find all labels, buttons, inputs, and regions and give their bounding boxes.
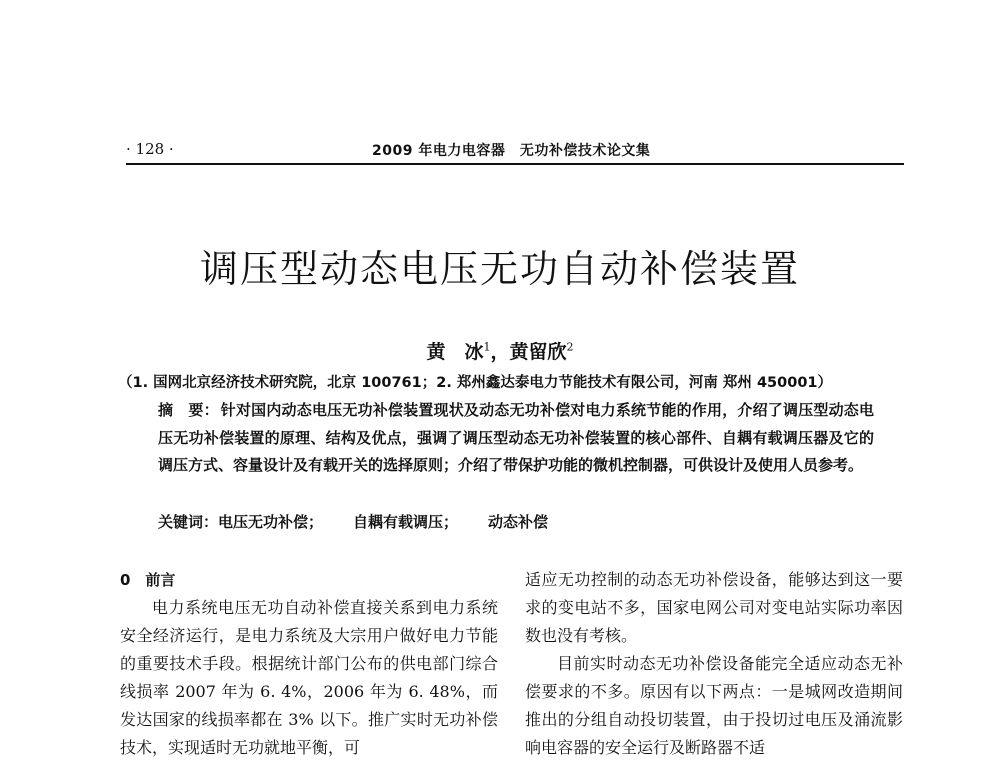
section-heading: 0 前言 [120,571,176,589]
right-column [525,566,903,762]
article-title: 调压型动态电压无功自动补偿装置 [199,247,800,291]
author-name: 黄留欣 [509,341,567,363]
header-rule [126,163,904,165]
author-name: 黄 冰 [426,341,484,363]
abstract-label: 摘 要： [158,401,219,419]
author-separator: ， [490,341,510,363]
body-paragraph: 电力系统电压无功自动补偿直接关系到电力系统安全经济运行，是电力系统及大宗用户做好电力节能的重要技术手段。根据统计部门公布的供电部门综合线损率 2007 年为 6. 4%，2006 年为 6. 48%，而发达国家的线损率都在 3% 以下。推广实时无功补偿技术，实现适时无功就地平衡，可 [120,598,498,757]
author-affil-mark: 2 [566,340,574,354]
keywords [158,511,548,532]
abstract [158,397,874,480]
keyword: 动态补偿 [488,513,549,531]
author-line [0,337,1000,364]
left-column [120,566,498,762]
keyword: 电压无功补偿； [218,513,324,531]
body-paragraph: 适应无功控制的动态无功补偿设备，能够达到这一要求的变电站不多，国家电网公司对变电站实际功率因数也没有考核。 [525,570,903,645]
keyword: 自耦有载调压； [353,513,459,531]
body-paragraph: 目前实时动态无功补偿设备能完全适应动态无补偿要求的不多。原因有以下两点：一是城网改造期间推出的分组自动投切装置，由于投切过电压及涌流影响电容器的安全运行及断路器不适 [525,654,903,757]
keywords-label: 关键词： [158,513,219,531]
running-header [126,138,904,164]
page-number: · 128 · [126,140,174,158]
affiliation: （1. 国网北京经济技术研究院，北京 100761；2. 郑州鑫达泰电力节能技术有限公司，河南 郑州 450001） [118,375,833,391]
author-affil-mark: 1 [483,340,491,354]
abstract-text: 针对国内动态电压无功补偿装置现状及动态无功补偿对电力系统节能的作用，介绍了调压型动态电压无功补偿装置的原理、结构及优点，强调了调压型动态无功补偿装置的核心部件、自耦有载调压器及它的调压方式、容量设计及有载开关的选择原则；介绍了带保护功能的微机控制器，可供设计及使用人员参考。 [158,401,874,474]
header-title: 2009 年电力电容器 无功补偿技术论文集 [372,143,651,159]
